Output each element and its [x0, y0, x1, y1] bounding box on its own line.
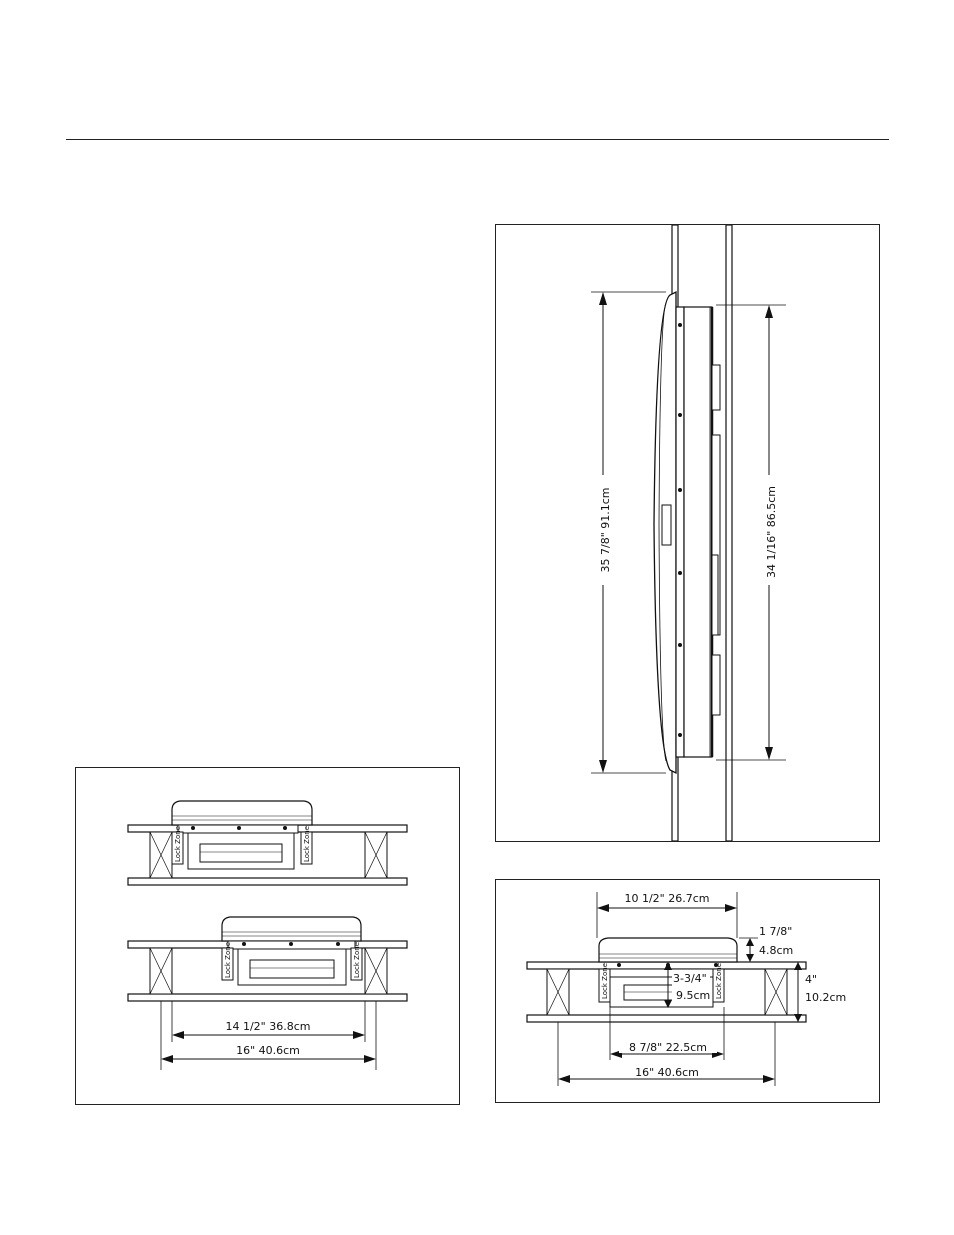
dim-front-depth: 1 7/8": [759, 925, 793, 938]
lock-zone-label-right: Lock Zone: [715, 962, 723, 999]
dim-inner-span: 14 1/2" 36.8cm: [225, 1020, 311, 1033]
side-elevation-panel: [495, 224, 880, 842]
dim-inner-depth-cm: 9.5cm: [676, 989, 711, 1002]
dim-inner-depth: 3-3/4": [673, 972, 707, 985]
dim-wall-depth: 4": [805, 973, 818, 986]
top-section-drawing: [496, 880, 879, 1102]
dim-top-width: 10 1/2" 26.7cm: [624, 892, 710, 905]
grille: [599, 938, 737, 962]
wall-board-back: [527, 1015, 806, 1022]
lower-assembly: [128, 917, 407, 1001]
lock-zone-label-lower-right: Lock Zone: [353, 941, 361, 978]
dim-height-outer: 35 7/8" 91.1cm: [599, 487, 612, 573]
lock-zone-label-upper-left: Lock Zone: [174, 825, 182, 862]
speaker-enclosure: [684, 307, 712, 757]
drywall-back: [726, 225, 732, 841]
dim-front-depth-cm: 4.8cm: [759, 944, 794, 957]
dim-height-inner: 34 1/16" 86.5cm: [765, 485, 778, 579]
speaker-frame: [676, 307, 684, 757]
stud-placement-drawing: [76, 768, 459, 1104]
upper-assembly: [128, 801, 407, 885]
dim-wall-depth-cm: 10.2cm: [805, 991, 847, 1004]
lock-zone-label-lower-left: Lock Zone: [224, 941, 232, 978]
lock-zone-label-upper-right: Lock Zone: [303, 825, 311, 862]
stud-placement-panel: [75, 767, 460, 1105]
dim-stud-spacing-16: 16" 40.6cm: [236, 1044, 300, 1057]
side-elevation-drawing: [496, 225, 879, 841]
lock-zone-label-left: Lock Zone: [601, 962, 609, 999]
top-section-panel: [495, 879, 880, 1103]
dim-cutout-width: 8 7/8" 22.5cm: [628, 1041, 708, 1054]
header-rule: [66, 139, 889, 140]
dim-stud-spacing: 16" 40.6cm: [635, 1066, 699, 1079]
